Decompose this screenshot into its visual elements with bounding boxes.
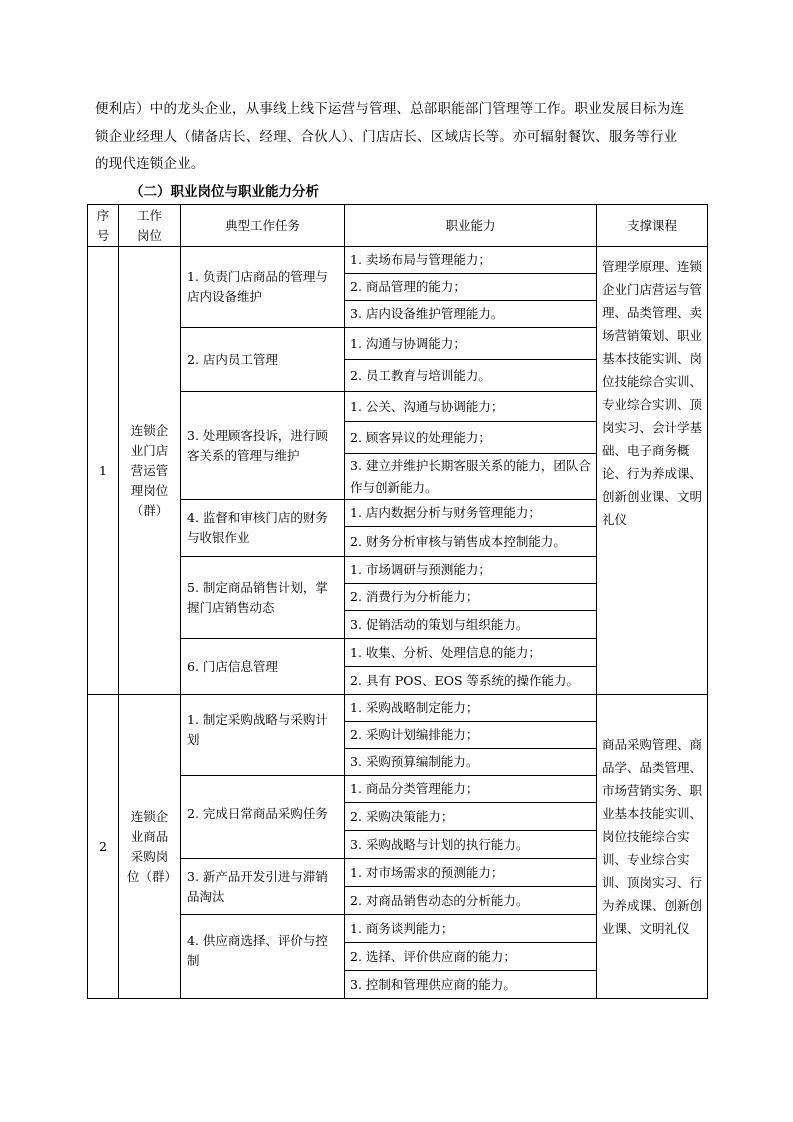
table-row	[88, 695, 708, 722]
intro-line: 便利店）中的龙头企业，从事线上线下运营与管理、总部职能部门管理等工作。职业发展目标为连	[95, 101, 685, 117]
ability: 2. 顾客异议的处理能力；	[345, 422, 597, 454]
header-no: 序号	[88, 205, 119, 247]
ability: 1. 收集、分析、处理信息的能力；	[345, 639, 597, 667]
ability: 1. 公关、沟通与协调能力；	[345, 392, 597, 422]
ability: 2. 消费行为分析能力；	[345, 584, 597, 611]
header-task: 典型工作任务	[181, 205, 345, 247]
typical-task: 5. 制定商品销售计划，掌握门店销售动态	[181, 557, 345, 639]
ability: 2. 商品管理的能力；	[345, 274, 597, 301]
ability: 3. 促销活动的策划与组织能力。	[345, 611, 597, 639]
section-heading: （二）职业岗位与职业能力分析	[130, 184, 319, 200]
header-ability: 职业能力	[345, 205, 597, 247]
ability: 3. 店内设备维护管理能力。	[345, 301, 597, 328]
typical-task: 6. 门店信息管理	[181, 639, 345, 695]
typical-task: 3. 处理顾客投诉，进行顾客关系的管理与维护	[181, 392, 345, 500]
row-number: 2	[88, 695, 119, 999]
ability: 3. 采购预算编制能力。	[345, 749, 597, 776]
ability: 3. 控制和管理供应商的能力。	[345, 971, 597, 999]
ability: 2. 选择、评价供应商的能力；	[345, 943, 597, 971]
typical-task: 4. 供应商选择、评价与控制	[181, 915, 345, 999]
ability: 2. 具有 POS、EOS 等系统的操作能力。	[345, 667, 597, 695]
header-course: 支撑课程	[597, 205, 708, 247]
intro-line: 锁企业经理人（储备店长、经理、合伙人）、门店店长、区域店长等。亦可辐射餐饮、服务等行业	[95, 128, 678, 145]
ability: 2. 对商品销售动态的分析能力。	[345, 887, 597, 915]
typical-task: 1. 制定采购战略与采购计划	[181, 695, 345, 776]
ability: 3. 建立并维护长期客服关系的能力，团队合作与创新能力。	[345, 454, 597, 500]
typical-task: 2. 完成日常商品采购任务	[181, 776, 345, 859]
row-number: 1	[88, 247, 119, 695]
ability: 1. 商务谈判能力；	[345, 915, 597, 943]
ability: 2. 员工教育与培训能力。	[345, 360, 597, 392]
ability: 2. 采购决策能力；	[345, 803, 597, 831]
ability: 2. 采购计划编排能力；	[345, 722, 597, 749]
ability: 1. 市场调研与预测能力；	[345, 557, 597, 584]
table-row	[88, 247, 708, 274]
typical-task: 4. 监督和审核门店的财务与收银作业	[181, 500, 345, 557]
typical-task: 1. 负责门店商品的管理与店内设备维护	[181, 247, 345, 328]
job-post: 连锁企业门店营运管理岗位（群）	[119, 247, 181, 695]
job-analysis-table	[87, 204, 708, 999]
ability: 1. 沟通与协调能力；	[345, 328, 597, 360]
table-header-row	[88, 205, 708, 247]
ability: 3. 采购战略与计划的执行能力。	[345, 831, 597, 859]
typical-task: 3. 新产品开发引进与滞销品淘汰	[181, 859, 345, 915]
job-post: 连锁企业商品采购岗位（群）	[119, 695, 181, 999]
intro-line: 的现代连锁企业。	[95, 156, 205, 172]
typical-task: 2. 店内员工管理	[181, 328, 345, 392]
ability: 1. 店内数据分析与财务管理能力；	[345, 500, 597, 527]
supporting-courses: 管理学原理、连锁企业门店营运与管理、品类管理、卖场营销策划、职业基本技能实训、岗位技能综合实训、专业综合实训、顶岗实习、会计学基础、电子商务概论、行为养成课、创新创业课、文明礼仪	[597, 247, 708, 695]
supporting-courses: 商品采购管理、商品学、品类管理、市场营销实务、职业基本技能实训、岗位技能综合实训、专业综合实训、顶岗实习、行为养成课、创新创业课、文明礼仪	[597, 695, 708, 999]
ability: 1. 采购战略制定能力；	[345, 695, 597, 722]
ability: 1. 对市场需求的预测能力；	[345, 859, 597, 887]
ability: 2. 财务分析审核与销售成本控制能力。	[345, 527, 597, 557]
header-post: 工作岗位	[119, 205, 181, 247]
ability: 1. 卖场布局与管理能力；	[345, 247, 597, 274]
intro-paragraph	[95, 96, 710, 179]
ability: 1. 商品分类管理能力；	[345, 776, 597, 803]
